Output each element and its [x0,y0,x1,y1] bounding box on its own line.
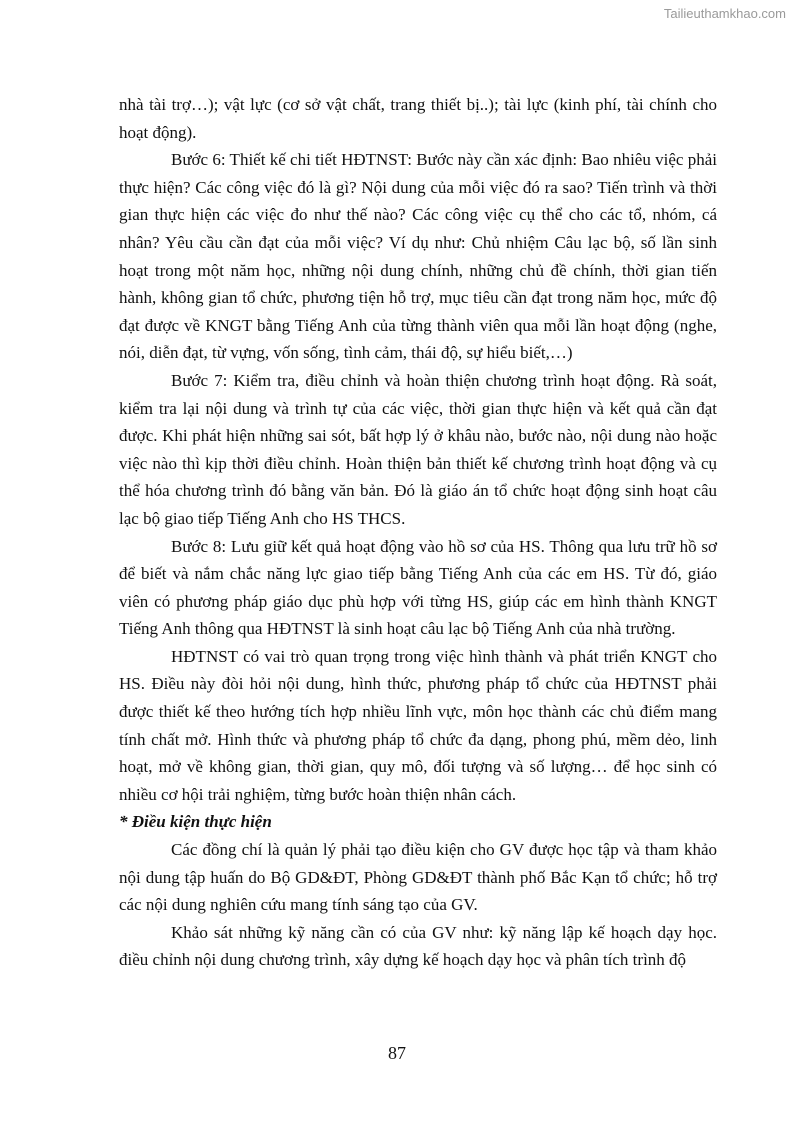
watermark-text: Tailieuthamkhao.com [663,6,786,21]
paragraph-hdtnst-role: HĐTNST có vai trò quan trọng trong việc hình thành và phát triển KNGT cho HS. Điều này đòi hỏi nội dung, hình thức, phương pháp tổ chức của HĐTNST phải được thiết kế theo hướng tích hợp nhiều lĩnh vực, môn học thành các chủ điểm mang tính chất mở. Hình thức và phương pháp tổ chức đa dạng, phong phú, mềm dẻo, linh hoạt, mở về không gian, thời gian, quy mô, đối tượng và số lượng… để học sinh có nhiều cơ hội trải nghiệm, từng bước hoàn thiện nhân cách. [119,646,717,804]
paragraph-conditions-1: Các đồng chí là quản lý phải tạo điều kiện cho GV được học tập và tham khảo nội dung tập huấn do Bộ GD&ĐT, Phòng GD&ĐT thành phố Bắc Kạn tổ chức; hỗ trợ các nội dung nghiên cứu mang tính sáng tạo của GV. [119,840,717,915]
page-number: 87 [388,1043,406,1063]
paragraph-resources: nhà tài trợ…); vật lực (cơ sở vật chất, trang thiết bị..); tài lực (kinh phí, tài chính cho hoạt động). [119,95,717,142]
paragraph-step-6: Bước 6: Thiết kế chi tiết HĐTNST: Bước này cần xác định: Bao nhiêu việc phải thực hiện? Các công việc đó là gì? Nội dung của mỗi việc đó ra sao? Tiến trình và thời gian thực hiện các việc đo như thế nào? Các công việc cụ thể cho các tổ, nhóm, cá nhân? Yêu cầu cần đạt của mỗi việc? Ví dụ như: Chủ nhiệm Câu lạc bộ, số lần sinh hoạt trong một năm học, những nội dung chính, những chủ đề chính, thời gian tiến hành, không gian tổ chức, phương tiện hỗ trợ, mục tiêu cần đạt trong năm học, mức độ đạt được về KNGT bằng Tiếng Anh của từng thành viên qua mỗi lần hoạt động (nghe, nói, diễn đạt, từ vựng, vốn sống, tình cảm, thái độ, sự hiểu biết,…) [119,150,717,363]
paragraph-step-8: Bước 8: Lưu giữ kết quả hoạt động vào hồ sơ của HS. Thông qua lưu trữ hồ sơ để biết và nắm chắc năng lực giao tiếp bằng Tiếng Anh của các em HS. Từ đó, giáo viên có phương pháp giáo dục phù hợp với từng HS, giúp các em hình thành KNGT Tiếng Anh thông qua HĐTNST là sinh hoạt câu lạc bộ Tiếng Anh của nhà trường. [119,536,717,639]
paragraph-step-7: Bước 7: Kiểm tra, điều chỉnh và hoàn thiện chương trình hoạt động. Rà soát, kiểm tra lại nội dung và trình tự của các việc, thời gian thực hiện và kết quả cần đạt được. Khi phát hiện những sai sót, bất hợp lý ở khâu nào, bước nào, nội dung nào hoặc việc nào thì kịp thời điều chỉnh. Hoàn thiện bản thiết kế chương trình hoạt động và cụ thể hóa chương trình đó bằng văn bản. Đó là giáo án tổ chức hoạt động sinh hoạt câu lạc bộ giao tiếp Tiếng Anh cho HS THCS. [119,370,717,528]
document-body [119,91,717,974]
paragraph-conditions-2: Khảo sát những kỹ năng cần có của GV như: kỹ năng lập kế hoạch dạy học. điều chỉnh nội dung chương trình, xây dựng kế hoạch dạy học và phân tích trình độ [119,922,717,970]
section-heading: * Điều kiện thực hiện [119,812,272,832]
